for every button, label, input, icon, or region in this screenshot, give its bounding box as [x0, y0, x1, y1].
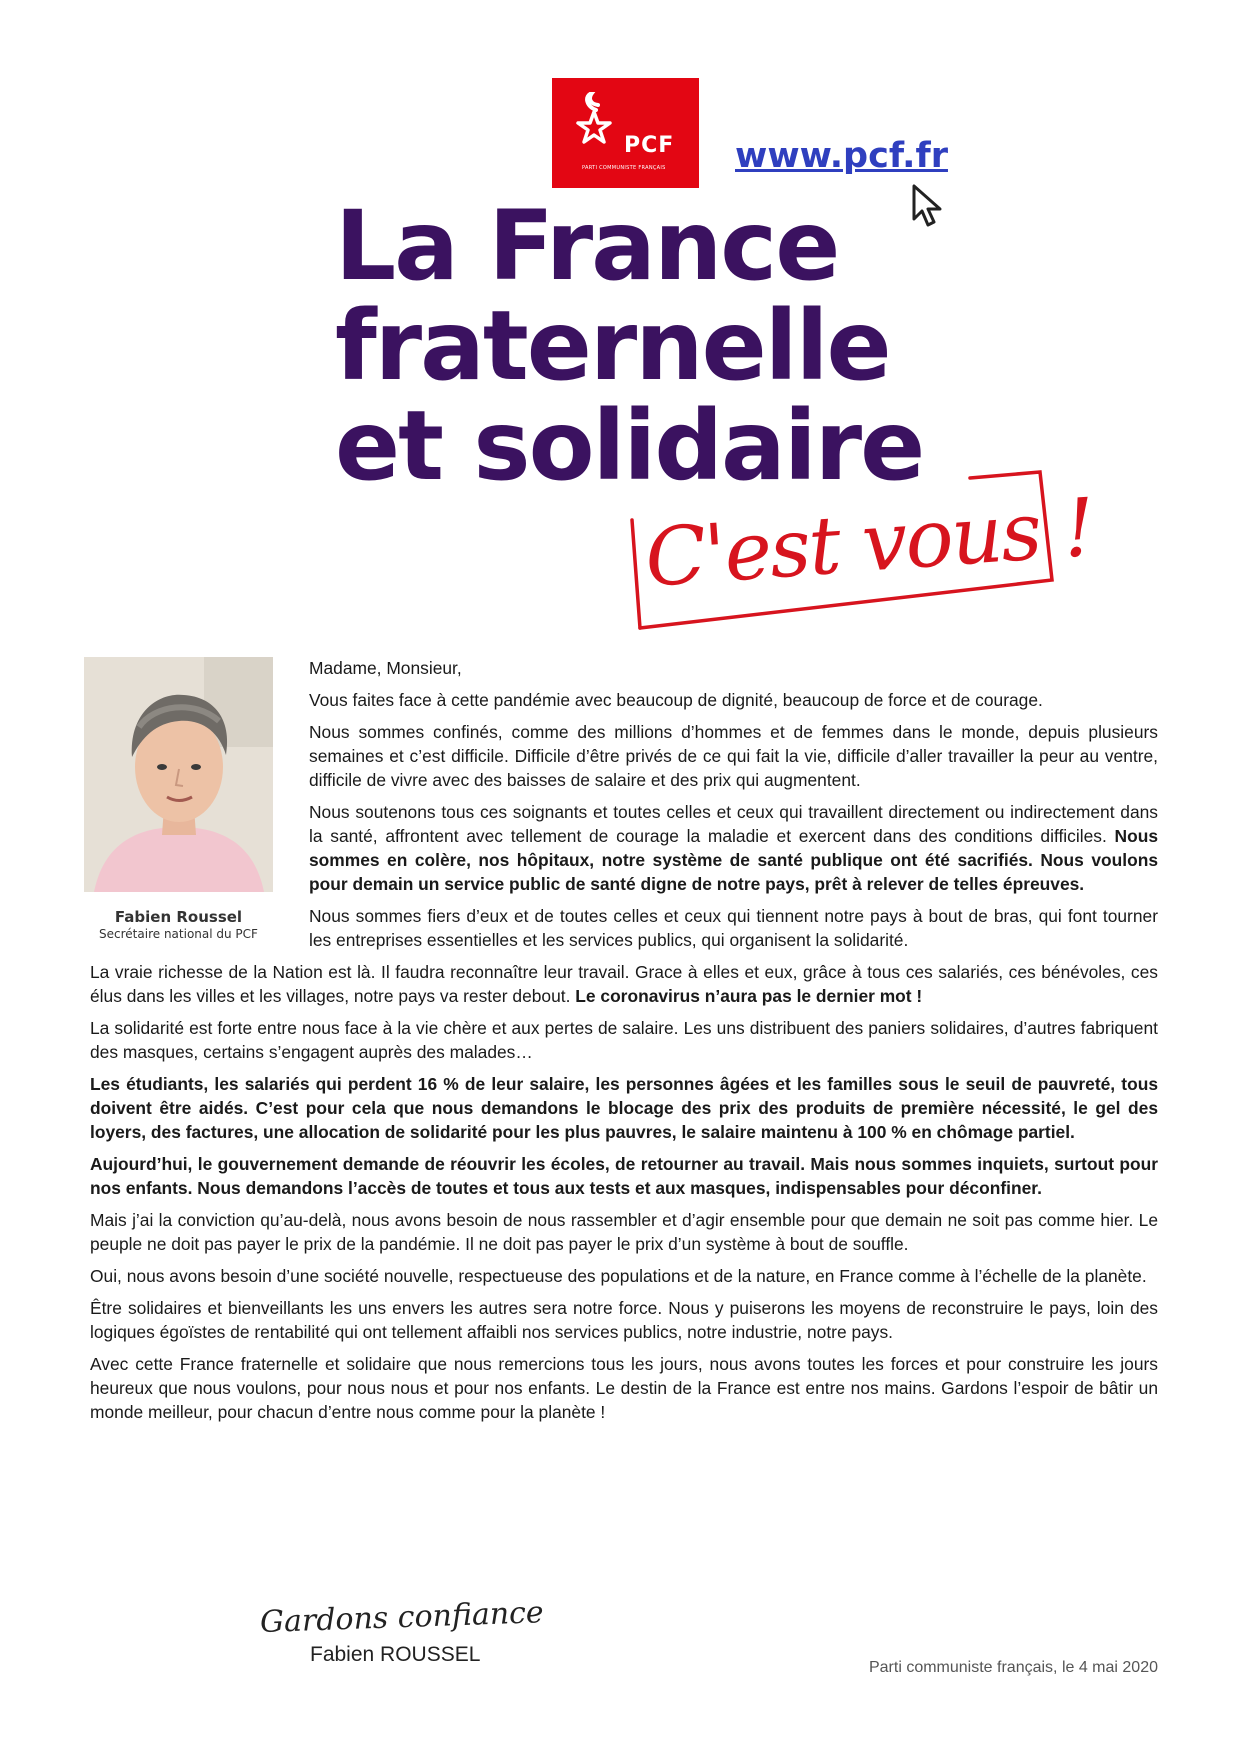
letter-text: La vraie richesse de la Nation est là. Il faudra reconnaître leur travail. Grace à elles et eux, grâce à tous ces salariés, ces bénévoles, ces élus dans les villes et les villages, notre pays va rester debout. [90, 962, 1158, 1006]
letter-emphasis: Les étudiants, les salariés qui perdent 16 % de leur salaire, les personnes âgées et les familles sous le seuil de pauvreté, tous doivent être aidés. C’est pour cela que nous demandons le blocage des prix des produits de première nécessité, le gel des loyers, des factures, une allocation de solidarité pour les plus pauvres, le salaire maintenu à 100 % en chômage partiel. [90, 1074, 1158, 1142]
author-caption-role: Secrétaire national du PCF [99, 927, 258, 941]
letter-body [90, 656, 1158, 1432]
letter-paragraph [309, 800, 1158, 896]
letter-emphasis: Aujourd’hui, le gouvernement demande de réouvrir les écoles, de retourner au travail. Mais nous sommes inquiets, surtout pour nos enfants. Nous demandons l’accès de toutes et tous aux tests et aux masques, indispensables pour déconfiner. [90, 1154, 1158, 1198]
letter-emphasis: Nous sommes en colère, nos hôpitaux, notre système de santé publique ont été sacrifiés. Nous voulons pour demain un service public de santé digne de notre pays, prêt à relever de telles épreuves. [309, 826, 1158, 894]
logo-full-name: PARTI COMMUNISTE FRANÇAIS [582, 165, 666, 171]
footer-date: Parti communiste français, le 4 mai 2020 [868, 1659, 1158, 1676]
letter-paragraph: Nous sommes fiers d’eux et de toutes celles et ceux qui tiennent notre pays à bout de bras, qui font tourner les entreprises essentielles et les services publics, qui organisent la solidarité. [309, 906, 1158, 950]
pcf-logo [552, 78, 699, 188]
letter-text: Nous soutenons tous ces soignants et toutes celles et ceux qui travaillent directement ou indirectement dans la santé, affrontent avec tellement de courage la maladie et exercent dans des conditions difficiles. [309, 802, 1158, 846]
letter-paragraph: Oui, nous avons besoin d’une société nouvelle, respectueuse des populations et de la nature, en France comme à l’échelle de la planète. [90, 1266, 1147, 1286]
letter-paragraph: Vous faites face à cette pandémie avec beaucoup de dignité, beaucoup de force et de courage. [309, 690, 1043, 710]
letter-paragraph: Nous sommes confinés, comme des millions d’hommes et de femmes dans le monde, depuis plusieurs semaines et c’est difficile. Difficile d’être privés de ce qui fait la vie, difficile d’aller travailler la peur au ventre, difficile de vivre avec des baisses de salaire et des prix qui augmentent. [309, 722, 1158, 790]
headline-line-1: La France [335, 190, 839, 302]
headline-line-3: et solidaire [335, 390, 924, 502]
stamp-cest-vous: C'est vous ! [642, 480, 1097, 605]
letter-paragraph [90, 960, 1158, 1008]
star-sickle-icon [566, 92, 622, 154]
headline-line-2: fraternelle [335, 290, 890, 402]
website-link[interactable]: www.pcf.fr [735, 136, 948, 176]
signature-name: Fabien ROUSSEL [310, 1643, 481, 1666]
letter-paragraph [90, 1152, 1158, 1200]
letter-emphasis: Le coronavirus n’aura pas le dernier mot ! [575, 986, 923, 1006]
letter-greeting: Madame, Monsieur, [309, 658, 462, 678]
author-caption-name: Fabien Roussel [114, 908, 243, 926]
letter-paragraph: Avec cette France fraternelle et solidaire que nous remercions tous les jours, nous avons toutes les forces et pour construire les jours heureux que nous voulons, pour nous nous et pour nos enfants. Le destin de la France est entre nos mains. Gardons l’espoir de bâtir un monde meilleur, pour chacun d’entre nous comme pour la planète ! [90, 1354, 1158, 1422]
headline [335, 190, 1075, 502]
letter-paragraph: Être solidaires et bienveillants les uns envers les autres sera notre force. Nous y puiserons les moyens de reconstruire le pays, loin des logiques égoïstes de rentabilité qui ont tellement affaibli nos services publics, notre industrie, notre pays. [90, 1298, 1158, 1342]
handwritten-signature: Gardons confiance [259, 1595, 545, 1641]
letter-paragraph: Mais j’ai la conviction qu’au-delà, nous avons besoin de nous rassembler et d’agir ensemble pour que demain ne soit pas comme hier. Le peuple ne doit pas payer le prix de la pandémie. Il ne doit pas payer le prix d’un système à bout de souffle. [90, 1210, 1158, 1254]
letter-paragraph: La solidarité est forte entre nous face à la vie chère et aux pertes de salaire. Les uns distribuent des paniers solidaires, d’autres fabriquent des masques, certains s’engagent auprès des malades… [90, 1018, 1158, 1062]
letter-paragraph [90, 1072, 1158, 1144]
logo-abbr: PCF [624, 133, 675, 158]
